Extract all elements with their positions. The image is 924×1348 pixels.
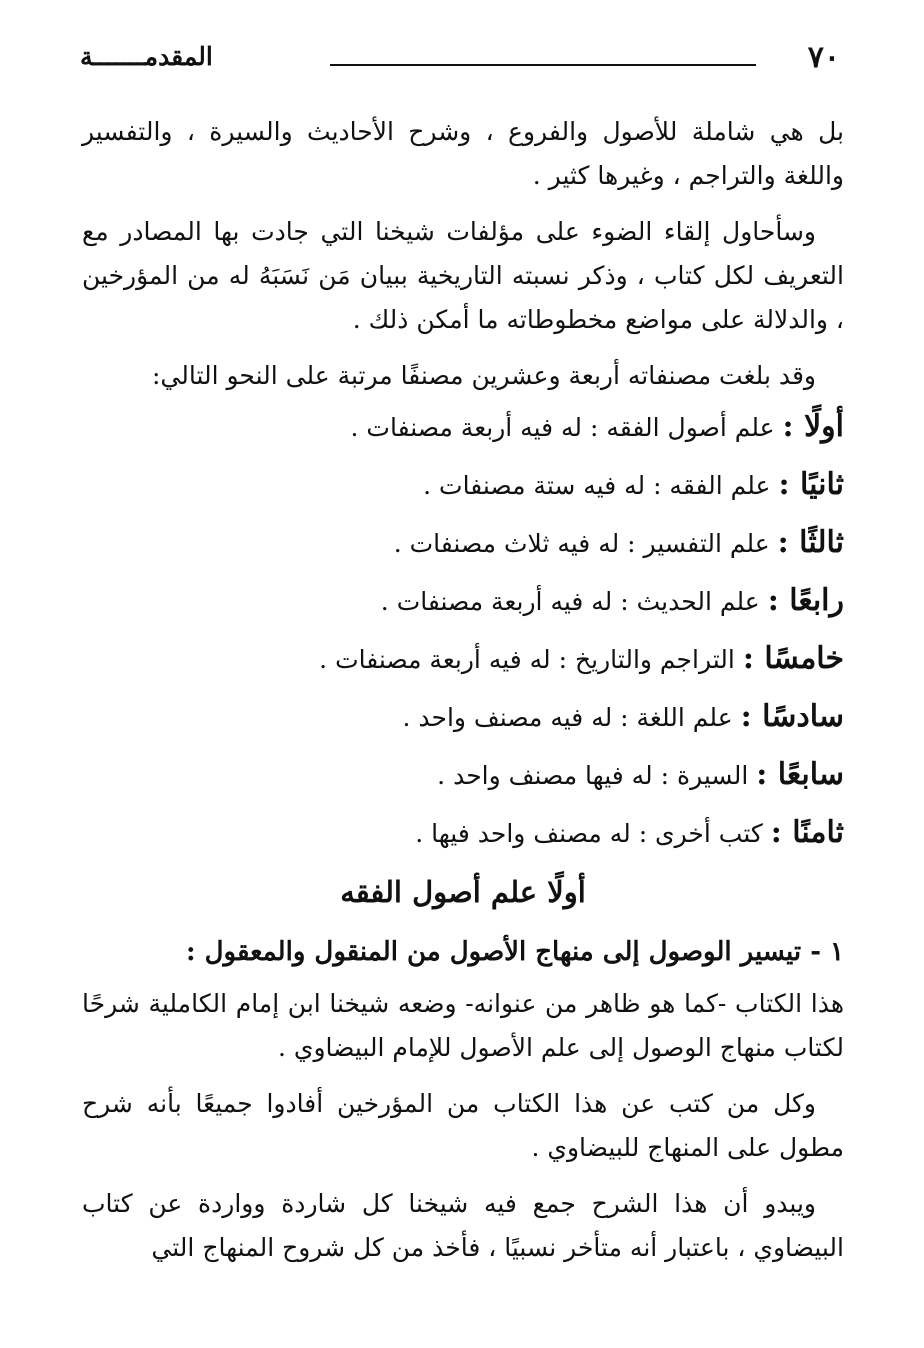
- list-item-ordinal: سابعًا :: [756, 757, 844, 792]
- list-item-ordinal: سادسًا :: [740, 699, 844, 734]
- section-heading: أولًا علم أصول الفقه: [340, 875, 586, 909]
- list-item: [82, 688, 844, 746]
- list-item-text: علم التفسير : له فيه ثلاث مصنفات .: [393, 529, 770, 558]
- list-item-ordinal: ثامنًا :: [770, 815, 844, 850]
- list-item: [82, 456, 844, 514]
- paragraph-count: وقد بلغت مصنفاته أربعة وعشرين مصنفًا مرتبة على النحو التالي:: [151, 361, 816, 390]
- list-item-ordinal: أولًا :: [782, 409, 844, 444]
- paragraph-historians: وكل من كتب عن هذا الكتاب من المؤرخين أفادوا جميعًا بأنه شرح مطول على المنهاج للبيضاوي .: [82, 1089, 844, 1162]
- list-item-text: علم اللغة : له فيه مصنف واحد .: [402, 703, 733, 732]
- list-item-text: علم الحديث : له فيه أربعة مصنفات .: [380, 587, 760, 616]
- paragraph-book-description: هذا الكتاب -كما هو ظاهر من عنوانه- وضعه شيخنا ابن إمام الكاملية شرحًا لكتاب منهاج الوصول إلى علم الأصول للإمام البيضاوي .: [82, 989, 844, 1062]
- list-item-ordinal: ثانيًا :: [778, 467, 844, 502]
- list-item-ordinal: خامسًا :: [742, 641, 844, 676]
- list-item-ordinal: ثالثًا :: [777, 525, 844, 560]
- list-item-text: التراجم والتاريخ : له فيه أربعة مصنفات .: [319, 645, 735, 674]
- page-body: [82, 110, 844, 1282]
- paragraph-scope: بل هي شاملة للأصول والفروع ، وشرح الأحاديث والسيرة ، والتفسير واللغة والتراجم ، وغيرها كثير .: [82, 117, 844, 190]
- list-item-ordinal: رابعًا :: [767, 583, 844, 618]
- list-item: [82, 746, 844, 804]
- list-item: [82, 630, 844, 688]
- book-title: ١ - تيسير الوصول إلى منهاج الأصول من المنقول والمعقول :: [185, 937, 844, 967]
- list-item-text: علم الفقه : له فيه ستة مصنفات .: [423, 471, 771, 500]
- header-rule: [330, 64, 756, 66]
- list-item: [82, 398, 844, 456]
- categories-list: [82, 398, 844, 862]
- list-item: [82, 804, 844, 862]
- paragraph-method: وسأحاول إلقاء الضوء على مؤلفات شيخنا التي جادت بها المصادر مع التعريف لكل كتاب ، وذكر نسبته التاريخية ببيان مَن نَسَبَهُ له من المؤرخين ، والدلالة على مواضع مخطوطاته ما أمكن ذلك .: [82, 217, 844, 334]
- list-item: [82, 572, 844, 630]
- list-item-text: كتب أخرى : له مصنف واحد فيها .: [415, 819, 763, 848]
- page-number: ٧٠: [807, 40, 840, 75]
- list-item-text: علم أصول الفقه : له فيه أربعة مصنفات .: [350, 413, 775, 442]
- chapter-title: المقدمـــــــة: [80, 42, 213, 71]
- list-item: [82, 514, 844, 572]
- list-item-text: السيرة : له فيها مصنف واحد .: [437, 761, 749, 790]
- page-header: [80, 40, 844, 90]
- paragraph-compilation: ويبدو أن هذا الشرح جمع فيه شيخنا كل شاردة وواردة عن كتاب البيضاوي ، باعتبار أنه متأخر نسبيًا ، فأخذ من كل شروح المنهاج التي: [82, 1189, 844, 1262]
